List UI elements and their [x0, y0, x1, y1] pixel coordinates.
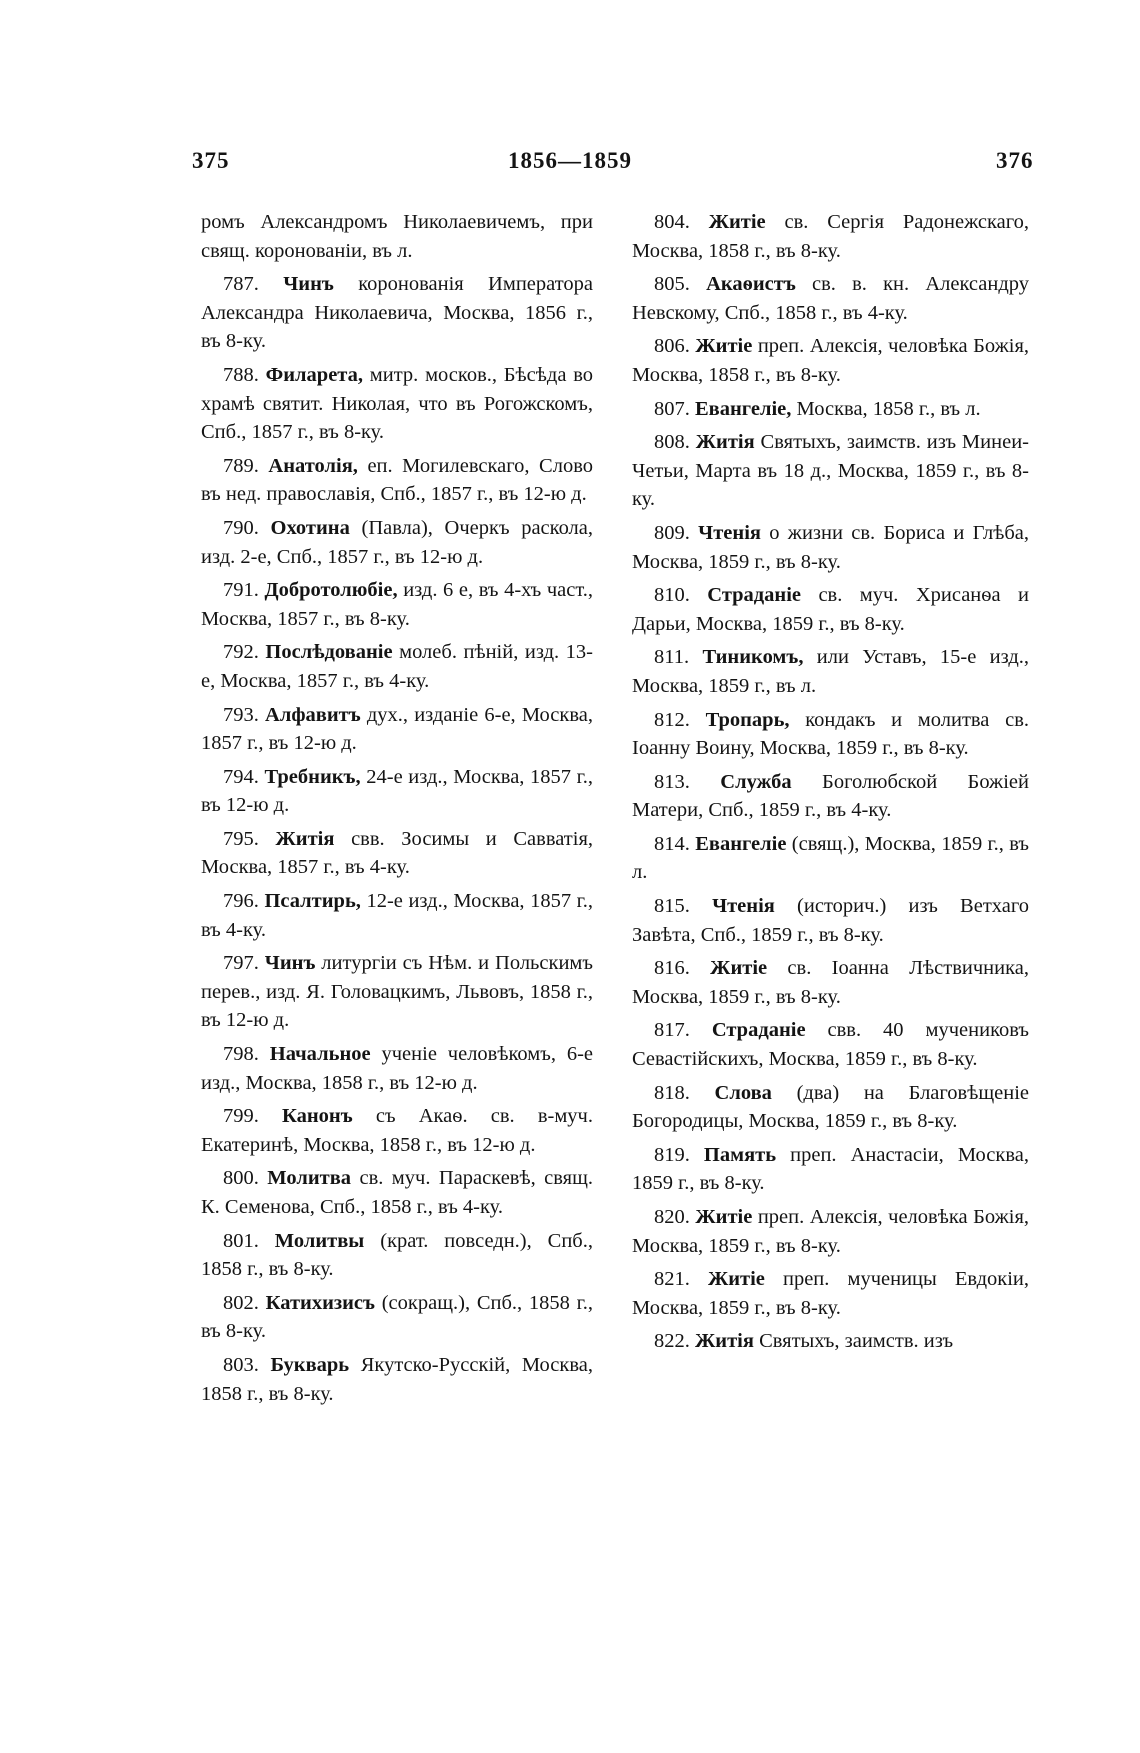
entry-keyword: Житіе [707, 1268, 765, 1291]
entry-keyword: Букварь [270, 1353, 350, 1376]
left-column [201, 208, 593, 1413]
entry-number: 789. [223, 454, 259, 477]
entry-text: преп. мученицы Евдокіи, Москва, 1859 г., въ 8-ку. [632, 1268, 1029, 1319]
entry-text: еп. Могилевскаго, Слово въ нед. православія, Спб., 1857 г., въ 12-ю д. [201, 454, 593, 506]
entry-number: 790. [223, 516, 259, 539]
catalog-entry [632, 270, 1029, 327]
catalog-entry [201, 1040, 593, 1097]
entry-keyword: Требникъ, [264, 765, 361, 788]
catalog-entry [201, 701, 593, 758]
entry-text: (Павла), Очеркъ раскола, изд. 2-е, Спб., 1857 г., въ 12-ю д. [201, 516, 594, 568]
entry-text: св. муч. Хрисанѳа и Дарьи, Москва, 1859 г., въ 8-ку. [632, 584, 1030, 635]
entry-keyword: Тропарь, [705, 708, 790, 731]
entry-keyword: Слова [714, 1081, 772, 1104]
entry-keyword: Житіе [708, 211, 766, 233]
catalog-entry [201, 1289, 593, 1346]
entry-number: 804. [654, 211, 690, 233]
entry-keyword: Послѣдованіе [265, 641, 393, 664]
entry-text: (сокращ.), Спб., 1858 г., въ 8-ку. [201, 1291, 593, 1343]
catalog-entry [632, 332, 1029, 389]
catalog-entry [201, 270, 593, 356]
catalog-entry [632, 643, 1029, 700]
entry-keyword: Страданіе [707, 584, 802, 607]
entry-number: 798. [223, 1043, 259, 1066]
entry-keyword: Служба [720, 770, 792, 793]
entry-text: изд. 6 е, въ 4-хъ част., Москва, 1857 г., въ 8-ку. [201, 579, 594, 630]
entry-text: (крат. повседн.), Спб., 1858 г., въ 8-ку. [201, 1229, 593, 1281]
entry-number: 818. [654, 1081, 690, 1104]
entry-text: св. Іоанна Лѣствичника, Москва, 1859 г., въ 8-ку. [632, 957, 1029, 1008]
entry-keyword: Житіе [710, 957, 768, 980]
entry-number: 800. [223, 1167, 259, 1190]
entry-number: 795. [223, 827, 259, 850]
catalog-entry [201, 763, 593, 820]
entry-keyword: Канонъ [282, 1105, 353, 1128]
entry-keyword: Анатолія, [268, 454, 358, 477]
entry-text: преп. Анастасіи, Москва, 1859 г., въ 8-ку. [632, 1143, 1029, 1195]
catalog-entry [201, 208, 593, 265]
catalog-entry [201, 1351, 593, 1408]
entry-text: св. Сергія Радонежскаго, Москва, 1858 г., въ 8-ку. [632, 211, 1030, 262]
catalog-entry [632, 706, 1029, 763]
entry-text: (свящ.), Москва, 1859 г., въ л. [632, 832, 1029, 884]
entry-text: коронованія Императора Александра Николаевича, Москва, 1856 г., въ 8-ку. [201, 273, 594, 353]
entry-number: 812. [654, 708, 690, 731]
entry-number: 815. [654, 895, 690, 918]
entry-text: Москва, 1858 г., въ л. [791, 397, 981, 420]
entry-number: 801. [223, 1229, 259, 1252]
entry-number: 808. [654, 431, 690, 454]
entry-keyword: Евангеліе [695, 832, 787, 855]
catalog-entry [201, 1102, 593, 1159]
catalog-entry [632, 892, 1029, 949]
running-head-years: 1856—1859 [508, 148, 632, 173]
catalog-entry [201, 1164, 593, 1221]
entry-text: Якутско-Русскій, Москва, 1858 г., въ 8-ку. [201, 1353, 593, 1405]
catalog-entry [201, 452, 593, 509]
entry-text: ученіе человѣкомъ, 6-е изд., Москва, 1858 г., въ 12-ю д. [201, 1043, 594, 1094]
entry-text: свв. Зосимы и Савватія, Москва, 1857 г., въ 4-ку. [201, 827, 594, 879]
catalog-entry [201, 887, 593, 944]
entry-number: 821. [654, 1268, 690, 1291]
right-column [632, 208, 1029, 1361]
entry-keyword: Добротолюбіе, [264, 579, 398, 602]
catalog-entry [632, 581, 1029, 638]
entry-text: 12-е изд., Москва, 1857 г., въ 4-ку. [201, 890, 594, 941]
entry-number: 814. [654, 832, 690, 855]
catalog-entry [201, 514, 593, 571]
entry-text: о жизни св. Бориса и Глѣба, Москва, 1859 г., въ 8-ку. [632, 521, 1029, 573]
entry-number: 791. [223, 579, 259, 602]
catalog-entry [632, 519, 1029, 576]
entry-number: 817. [654, 1019, 690, 1042]
entry-text: дух., изданіе 6-е, Москва, 1857 г., въ 12-ю д. [201, 703, 593, 755]
entry-number: 793. [223, 703, 259, 726]
entry-number: 813. [654, 770, 690, 793]
entry-number: 802. [223, 1291, 259, 1314]
catalog-entry [201, 361, 593, 447]
entry-text: кондакъ и молитва св. Іоанну Воину, Москва, 1859 г., въ 8-ку. [632, 708, 1029, 760]
entry-keyword: Чинъ [283, 273, 334, 296]
entry-keyword: Охотина [270, 516, 350, 539]
entry-keyword: Житіе [695, 1206, 753, 1228]
entry-keyword: Филарета, [265, 363, 364, 386]
entry-keyword: Псалтирь, [264, 890, 361, 913]
entry-number: 805. [654, 273, 690, 296]
entry-keyword: Чинъ [264, 952, 316, 975]
entry-keyword: Акаѳистъ [706, 273, 796, 296]
entry-number: 810. [654, 584, 690, 607]
entry-keyword: Житія [695, 1330, 754, 1353]
entry-number: 822. [654, 1330, 690, 1353]
entry-keyword: Молитвы [274, 1229, 365, 1252]
entry-number: 799. [223, 1105, 259, 1128]
left-page-number: 375 [192, 148, 230, 173]
entry-keyword: Алфавитъ [265, 703, 361, 726]
catalog-entry [632, 768, 1029, 825]
entry-number: 788. [223, 363, 259, 386]
entry-text: съ Акаѳ. св. в-муч. Екатеринѣ, Москва, 1858 г., въ 12-ю д. [201, 1105, 593, 1156]
entry-keyword: Начальное [269, 1043, 371, 1066]
entry-keyword: Житіе [695, 335, 753, 358]
entry-keyword: Житія [695, 431, 755, 454]
catalog-entry [632, 1203, 1029, 1260]
entry-text: свв. 40 мучениковъ Севастійскихъ, Москва, 1859 г., въ 8-ку. [632, 1019, 1030, 1071]
entry-keyword: Страданіе [711, 1019, 806, 1042]
entry-text: (два) на Благовѣщеніе Богородицы, Москва, 1859 г., въ 8-ку. [632, 1081, 1030, 1133]
catalog-entry [632, 208, 1029, 265]
catalog-entry [201, 1227, 593, 1284]
entry-number: 803. [223, 1353, 259, 1376]
catalog-entry [632, 1079, 1029, 1136]
catalog-entry [201, 638, 593, 695]
entry-number: 811. [654, 646, 690, 669]
catalog-entry [632, 1265, 1029, 1322]
entry-number: 797. [223, 952, 259, 975]
entry-text: Святыхъ, заимств. изъ [753, 1330, 954, 1353]
entry-number: 820. [654, 1206, 690, 1228]
entry-number: 807. [654, 397, 690, 420]
entry-keyword: Чтенія [698, 521, 761, 544]
entry-keyword: Катихизисъ [265, 1291, 375, 1314]
entry-text: литургіи съ Нѣм. и Польскимъ перев., изд. Я. Головацкимъ, Львовъ, 1858 г., въ 12-ю д. [201, 952, 594, 1032]
entry-number: 816. [654, 957, 690, 980]
catalog-entry [201, 576, 593, 633]
catalog-entry [632, 954, 1029, 1011]
catalog-entry [632, 1141, 1029, 1198]
catalog-entry [632, 395, 1029, 424]
entry-text: митр. москов., Бѣсѣда во храмѣ святит. Николая, что въ Рогожскомъ, Спб., 1857 г., въ 8-ку. [201, 363, 593, 444]
catalog-entry [632, 428, 1029, 514]
catalog-entry [632, 830, 1029, 887]
entry-text: (историч.) изъ Ветхаго Завѣта, Спб., 1859 г., въ 8-ку. [632, 895, 1030, 946]
catalog-entry [632, 1327, 1029, 1356]
entry-text: или Уставъ, 15-е изд., Москва, 1859 г., въ л. [632, 646, 1030, 697]
entry-number: 794. [223, 765, 259, 788]
entry-text: молеб. пѣній, изд. 13-е, Москва, 1857 г., въ 4-ку. [201, 641, 594, 692]
right-page-number: 376 [996, 148, 1034, 173]
catalog-entry [201, 825, 593, 882]
entry-keyword: Евангеліе, [695, 397, 792, 420]
entry-text: Боголюбской Божіей Матери, Спб., 1859 г., въ 4-ку. [632, 770, 1029, 822]
entry-text: ромъ Александромъ Николаевичемъ, при свящ. коронованіи, въ л. [201, 211, 593, 262]
entry-number: 792. [223, 641, 259, 664]
entry-text: св. муч. Параскевѣ, свящ. К. Семенова, Спб., 1858 г., въ 4-ку. [201, 1167, 593, 1218]
entry-text: преп. Алексія, человѣка Божія, Москва, 1859 г., въ 8-ку. [632, 1206, 1030, 1257]
entry-text: св. в. кн. Александру Невскому, Спб., 1858 г., въ 4-ку. [632, 273, 1029, 324]
entry-text: 24-е изд., Москва, 1857 г., въ 12-ю д. [201, 765, 593, 817]
entry-number: 806. [654, 335, 690, 358]
entry-keyword: Молитва [267, 1167, 352, 1190]
entry-number: 819. [654, 1143, 690, 1166]
entry-keyword: Чтенія [712, 895, 775, 918]
entry-text: преп. Алексія, человѣка Божія, Москва, 1858 г., въ 8-ку. [632, 335, 1030, 386]
entry-number: 796. [223, 890, 259, 913]
entry-number: 809. [654, 521, 690, 544]
entry-keyword: Тиникомъ, [702, 646, 804, 669]
catalog-entry [632, 1016, 1029, 1073]
entry-text: Святыхъ, заимств. изъ Минеи-Четьи, Марта въ 18 д., Москва, 1859 г., въ 8-ку. [632, 431, 1029, 511]
entry-number: 787. [223, 273, 259, 296]
catalog-entry [201, 949, 593, 1035]
entry-keyword: Память [703, 1143, 777, 1166]
entry-keyword: Житія [275, 827, 335, 850]
